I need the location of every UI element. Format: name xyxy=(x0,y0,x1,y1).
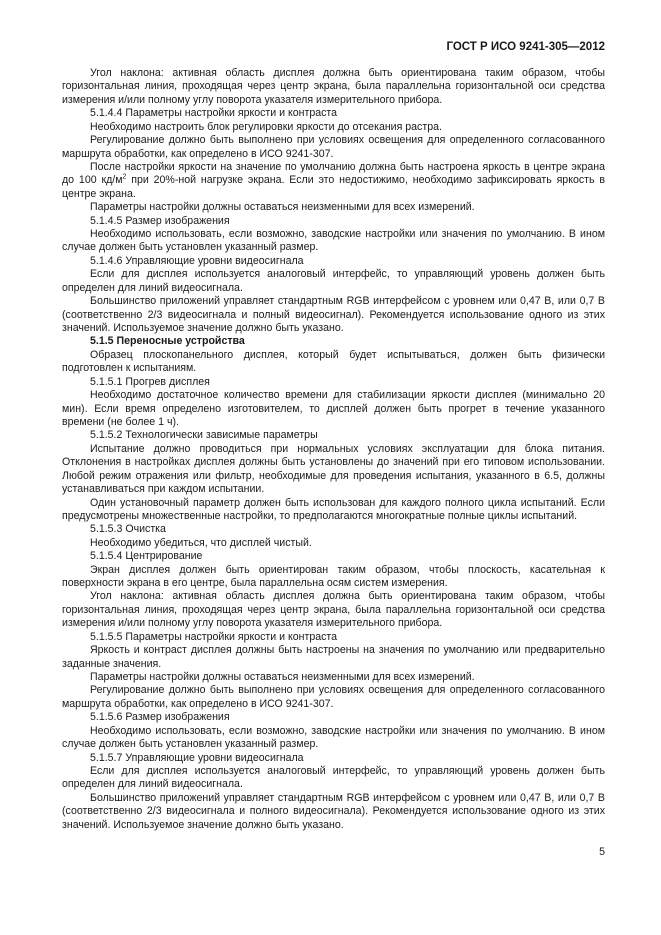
text-fragment: После настройки яркости на значение по умолчанию должна быть настроена яркость в центре экрана до 100 кд/м xyxy=(62,160,605,187)
paragraph: Регулирование должно быть выполнено при условиях освещения для определенного согласованного маршрута обработки, как определено в ИСО 9241-307. xyxy=(62,134,605,160)
paragraph: Экран дисплея должен быть ориентирован таким образом, чтобы плоскость, касательная к поверхности экрана в его центре, была параллельна осям систем измерения. xyxy=(62,563,605,590)
paragraph: Образец плоскопанельного дисплея, который будет испытываться, должен быть физически подготовлен к испытаниям. xyxy=(62,348,605,375)
paragraph: Большинство приложений управляет стандартным RGB интерфейсом с уровнем или 0,47 В, или 0,7 В (соответственно 2/3 видеосигнала и полный видеосигнал). Рекомендуется использование одного из этих значений. Используемое значение должно быть указано. xyxy=(62,295,605,335)
paragraph: Испытание должно проводиться при нормальных условиях эксплуатации для блока питания. Отклонения в настройках дисплея должны быть установлены до значений при его типовом использовании. Любой режим отражения или фильтр, необходимые для проведения испытания, указанного в 6.5, должны устанавливаться при каждом испытании. xyxy=(62,442,605,496)
section-heading-5-1-5-4: 5.1.5.4 Центрирование xyxy=(90,550,203,563)
paragraph: Необходимо использовать, если возможно, заводские настройки или значения по умолчанию. В ином случае должен быть установлен указанный размер. xyxy=(62,228,605,254)
section-heading-5-1-5-5: 5.1.5.5 Параметры настройки яркости и контраста xyxy=(90,630,338,643)
document-body xyxy=(62,67,605,832)
paragraph: Яркость и контраст дисплея должны быть настроены на значения по умолчанию или предварительно заданные значения. xyxy=(62,644,605,670)
section-heading-5-1-5-2: 5.1.5.2 Технологически зависимые параметры xyxy=(90,429,318,442)
paragraph: Параметры настройки должны оставаться неизменными для всех измерений. xyxy=(90,670,475,683)
section-heading-5-1-5-3: 5.1.5.3 Очистка xyxy=(90,523,166,536)
section-heading-5-1-4-5: 5.1.4.5 Размер изображения xyxy=(90,214,230,227)
paragraph: Большинство приложений управляет стандартным RGB интерфейсом с уровнем или 0,47 В, или 0,7 В (соответственно 2/3 видеосигнала и полного видеосигнала). Рекомендуется использование одного из этих значений. Используемое значение должно быть указано. xyxy=(62,791,605,831)
paragraph: Регулирование должно быть выполнено при условиях освещения для определенного согласованного маршрута обработки, как определено в ИСО 9241-307. xyxy=(62,684,605,710)
paragraph: Необходимо достаточное количество времени для стабилизации яркости дисплея (минимально 20 мин). Если время определено изготовителем, то дисплей должен быть прогрет в течение указанного времени (не более 1 ч). xyxy=(62,389,605,428)
paragraph: Необходимо настроить блок регулировки яркости до отсекания растра. xyxy=(90,120,442,133)
paragraph: Необходимо использовать, если возможно, заводские настройки или значения по умолчанию. В ином случае должен быть установлен указанный размер. xyxy=(62,724,605,751)
paragraph: Один установочный параметр должен быть использован для каждого полного цикла испытаний. Если предусмотрены множественные настройки, то предполагаются многократные полные циклы испытаний. xyxy=(62,496,605,522)
superscript: 2 xyxy=(122,173,127,181)
document-header: ГОСТ Р ИСО 9241-305—2012 xyxy=(446,41,605,53)
section-heading-5-1-5: 5.1.5 Переносные устройства xyxy=(90,335,245,348)
paragraph: Угол наклона: активная область дисплея должна быть ориентирована таким образом, чтобы горизонтальная линия, проходящая через центр экрана, была параллельна горизонтальной оси средства измерения и/или полному углу поворота указателя измерительного прибора. xyxy=(62,590,605,630)
paragraph-tilt-angle: Угол наклона: активная область дисплея должна быть ориентирована таким образом, чтобы горизонтальная линия, проходящая через центр экрана, была параллельна горизонтальной оси средства измерения и/или полному углу поворота указателя измерительного прибора. xyxy=(62,67,605,106)
section-heading-5-1-5-7: 5.1.5.7 Управляющие уровни видеосигнала xyxy=(90,751,304,764)
section-heading-5-1-4-6: 5.1.4.6 Управляющие уровни видеосигнала xyxy=(90,254,304,267)
paragraph: Необходимо убедиться, что дисплей чистый. xyxy=(90,536,312,549)
paragraph-luminance xyxy=(62,161,605,201)
paragraph: Если для дисплея используется аналоговый интерфейс, то управляющий уровень должен быть определен для линий видеосигнала. xyxy=(62,764,605,791)
section-heading-5-1-5-1: 5.1.5.1 Прогрев дисплея xyxy=(90,375,210,388)
paragraph: Если для дисплея используется аналоговый интерфейс, то управляющий уровень должен быть определен для линий видеосигнала. xyxy=(62,268,605,294)
paragraph: Параметры настройки должны оставаться неизменными для всех измерений. xyxy=(90,201,475,214)
page-number: 5 xyxy=(599,846,605,858)
section-heading-5-1-5-6: 5.1.5.6 Размер изображения xyxy=(90,711,230,724)
text-fragment: при 20%-ной нагрузке экрана. Если это недостижимо, необходимо зафиксировать яркость в центре экрана. xyxy=(62,174,605,200)
section-heading-5-1-4-4: 5.1.4.4 Параметры настройки яркости и контраста xyxy=(90,107,338,120)
